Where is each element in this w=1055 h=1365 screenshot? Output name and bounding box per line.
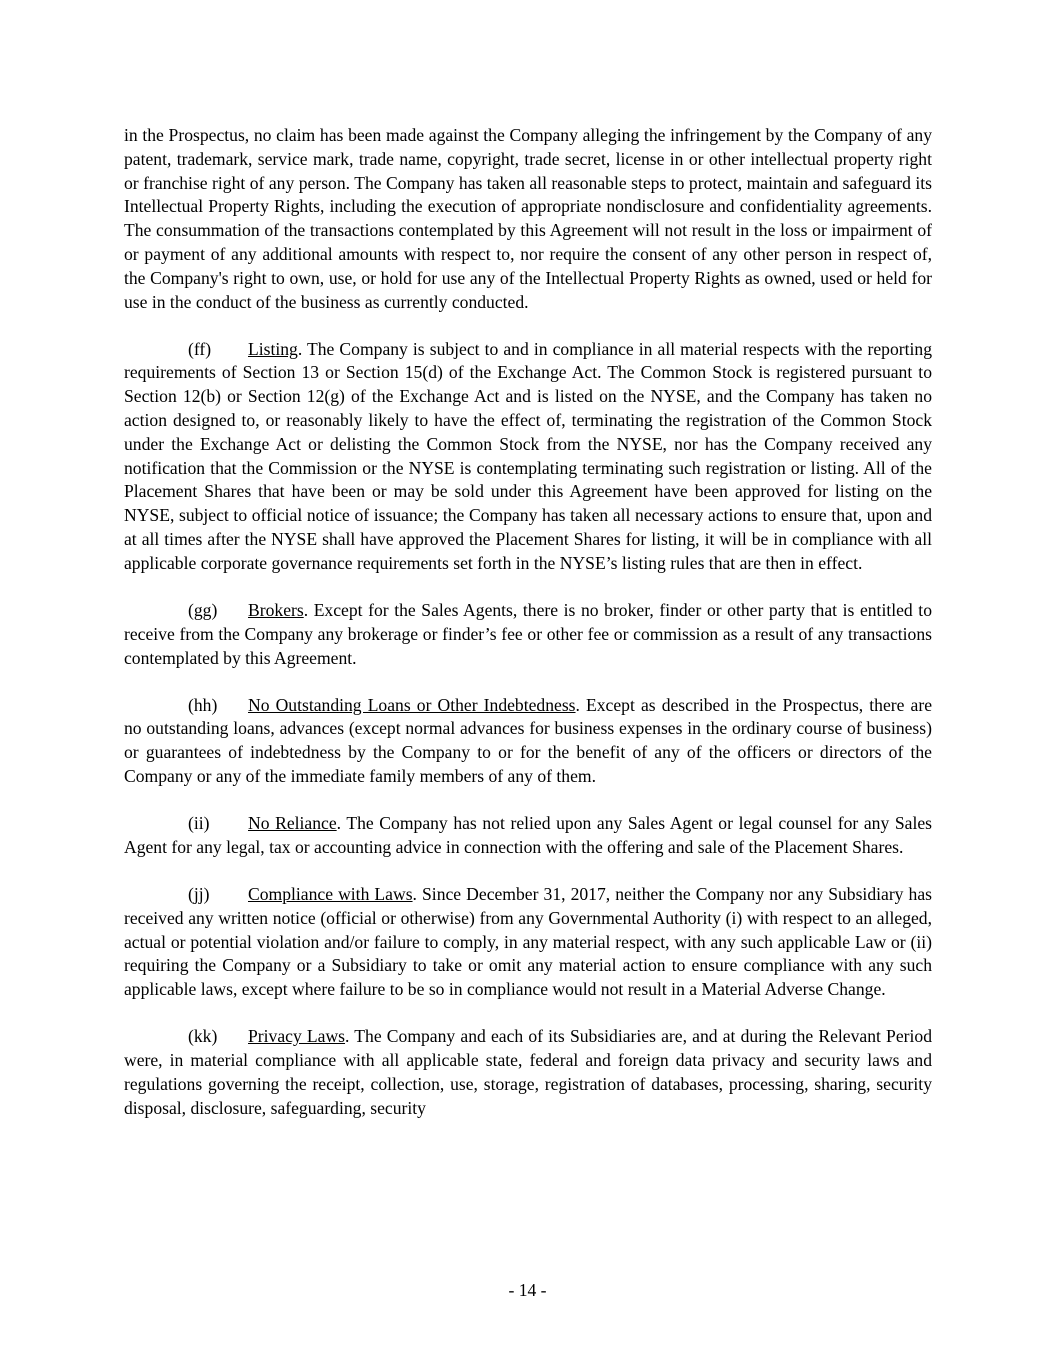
section-heading: Compliance with Laws xyxy=(248,884,413,904)
section-text: . The Company has not relied upon any Sales Agent or legal counsel for any Sales Agent for any legal, tax or accounting advice in connection with the offering and sale of the Placement Shares. xyxy=(124,813,932,857)
document-body xyxy=(124,124,932,1144)
section-text: . Except as described in the Prospectus, there are no outstanding loans, advances (except normal advances for business expenses in the ordinary course of business) or guarantees of indebtedness by the Company to or for the benefit of any of the officers or directors of the Company or any of the immediate family members of any of them. xyxy=(124,694,932,787)
section-text: . The Company and each of its Subsidiaries are, and at during the Relevant Period were, in material compliance with all applicable state, federal and foreign data privacy and security laws and regulations governing the receipt, collection, use, storage, registration of databases, processing, sharing, security disposal, disclosure, safeguarding, security xyxy=(124,1026,932,1118)
section-heading: No Reliance xyxy=(248,813,337,834)
section-heading: Privacy Laws xyxy=(248,1026,346,1047)
section-label: (ii) xyxy=(188,813,210,834)
section-label: (jj) xyxy=(188,884,210,904)
section-ff xyxy=(124,338,932,576)
section-text: . Except for the Sales Agents, there is no broker, finder or other party that is entitled to receive from the Company any brokerage or finder’s fee or other fee or commission as a result of any transactions contemplated by this Agreement. xyxy=(124,599,932,668)
section-heading: Listing xyxy=(248,338,298,359)
section-label: (hh) xyxy=(188,694,218,715)
section-heading: Brokers xyxy=(248,599,304,620)
section-text: . Since December 31, 2017, neither the Company nor any Subsidiary has received any written notice (official or otherwise) from any Governmental Authority (i) with respect to an alleged, actual or potential violation and/or failure to comply, in any material respect, with any such applicable Law or (ii) requiring the Company or a Subsidiary to take or omit any material action to ensure compliance with any such applicable laws, except where failure to be so in compliance would not result in a Material Adverse Change. xyxy=(124,884,932,1000)
section-kk xyxy=(124,1025,932,1120)
section-heading: No Outstanding Loans or Other Indebtedness xyxy=(248,694,576,715)
section-gg xyxy=(124,599,932,670)
section-ii xyxy=(124,812,932,860)
section-label: (ff) xyxy=(188,338,212,359)
section-jj xyxy=(124,883,932,1002)
section-text: . The Company is subject to and in compliance in all material respects with the reporting requirements of Section 13 or Section 15(d) of the Exchange Act. The Common Stock is registered pursuant to Section 12(b) or Section 12(g) of the Exchange Act and is listed on the NYSE, and the Company has taken no action designed to, or reasonably likely to have the effect of, terminating the registration of the Common Stock under the Exchange Act or delisting the Common Stock from the NYSE, nor has the Company received any notification that the Commission or the NYSE is contemplating terminating such registration or listing. All of the Placement Shares that have been or may be sold under this Agreement have been approved for listing on the NYSE, subject to official notice of issuance; the Company has taken all necessary actions to ensure that, upon and at all times after the NYSE shall have approved the Placement Shares for listing, it will be in compliance with all applicable corporate governance requirements set forth in the NYSE’s listing rules that are then in effect. xyxy=(124,338,932,573)
opening-paragraph: in the Prospectus, no claim has been made against the Company alleging the infringement by the Company of any patent, trademark, service mark, trade name, copyright, trade secret, license in or other intellectual property right or franchise right of any person. The Company has taken all reasonable steps to protect, maintain and safeguard its Intellectual Property Rights, including the execution of appropriate nondisclosure and confidentiality agreements. The consummation of the transactions contemplated by this Agreement will not result in the loss or impairment of or payment of any additional amounts with respect to, nor require the consent of any other person in respect of, the Company's right to own, use, or hold for use any of the Intellectual Property Rights as owned, used or held for use in the conduct of the business as currently conducted. xyxy=(124,125,932,312)
section-label: (gg) xyxy=(188,599,218,620)
section-hh xyxy=(124,694,932,789)
page-number: - 14 - xyxy=(508,1280,547,1300)
section-label: (kk) xyxy=(188,1026,218,1047)
